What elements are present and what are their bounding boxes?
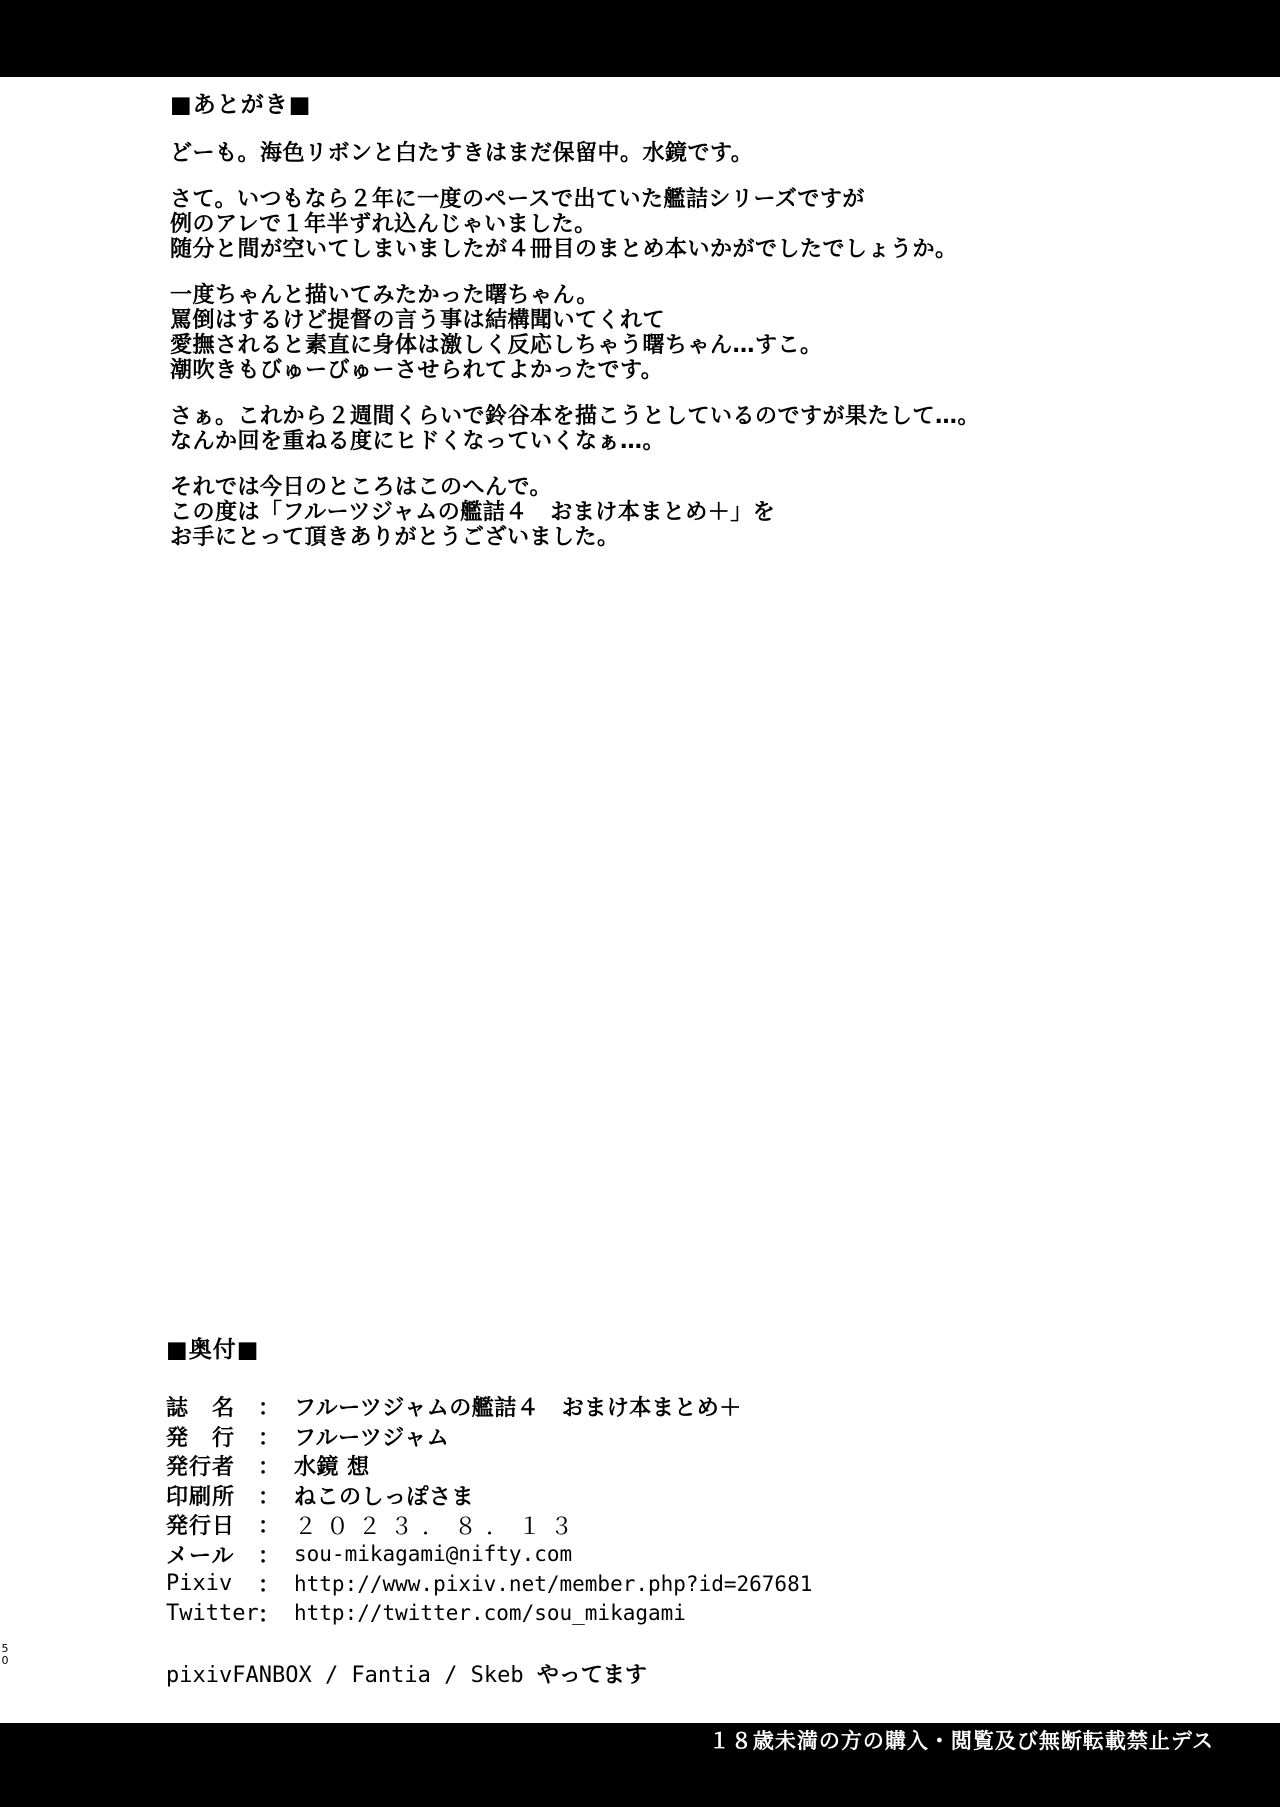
colophon-value: http://twitter.com/sou_mikagami <box>294 1601 686 1626</box>
afterword-section <box>170 90 1230 550</box>
afterword-line: お手にとって頂きありがとうございました。 <box>170 525 620 550</box>
colophon-row <box>166 1481 1166 1511</box>
colophon-row <box>166 1451 1166 1481</box>
afterword-line: それでは今日のところはこのへんで。 <box>170 475 553 500</box>
afterword-line: 愛撫されると素直に身体は激しく反応しちゃう曙ちゃん…すこ。 <box>170 333 823 358</box>
afterword-line: さて。いつもなら２年に一度のペースで出ていた艦詰シリーズですが <box>170 187 865 212</box>
colophon-separator: ： <box>258 1455 281 1481</box>
colophon-separator: ： <box>258 1484 281 1510</box>
page-number-text: 50 <box>1 1642 9 1667</box>
colophon-label: 誌 名 <box>166 1396 236 1422</box>
afterword-paragraph <box>170 475 1230 550</box>
afterword-line: どーも。海色リボンと白たすきはまだ保留中。水鏡です。 <box>170 141 754 166</box>
platforms-line <box>166 1658 1166 1689</box>
colophon-value: http://www.pixiv.net/member.php?id=267681 <box>294 1571 813 1596</box>
age-warning-notice: １８歳未満の方の購入・閲覧及び無断転載禁止デス <box>708 1729 1214 1753</box>
colophon-separator: ： <box>258 1543 281 1569</box>
colophon-value: フルーツジャム <box>294 1425 450 1451</box>
colophon-value: 水鏡 想 <box>294 1455 370 1481</box>
afterword-line: 潮吹きもびゅーびゅーさせられてよかったです。 <box>170 358 664 383</box>
colophon-label: メール <box>166 1543 235 1569</box>
colophon-separator: ： <box>258 1573 281 1599</box>
colophon-table <box>166 1392 1166 1628</box>
colophon-separator: ： <box>258 1514 281 1540</box>
colophon-value: ねこのしっぽさま <box>294 1484 475 1510</box>
afterword-line: 例のアレで１年半ずれ込んじゃいました。 <box>170 212 597 237</box>
afterword-paragraph <box>170 187 1230 262</box>
colophon-row <box>166 1599 1166 1629</box>
colophon-section <box>166 1335 1166 1689</box>
colophon-value: フルーツジャムの艦詰４ おまけ本まとめ＋ <box>294 1396 742 1422</box>
afterword-paragraph <box>170 141 1230 166</box>
afterword-line: さぁ。これから２週間くらいで鈴谷本を描こうとしているのですが果たして…。 <box>170 404 981 429</box>
top-black-bar <box>0 0 1280 77</box>
afterword-paragraph <box>170 283 1230 383</box>
afterword-paragraph <box>170 404 1230 454</box>
colophon-heading: ■奥付■ <box>166 1337 260 1363</box>
colophon-value: sou-mikagami@nifty.com <box>294 1542 573 1567</box>
colophon-separator: ： <box>258 1425 281 1451</box>
afterword-line: なんか回を重ねる度にヒドくなっていくなぁ…。 <box>170 429 666 454</box>
colophon-row <box>166 1510 1166 1540</box>
colophon-label: 発行日 <box>166 1514 236 1540</box>
afterword-body <box>170 141 1230 550</box>
platforms-suffix: やってます <box>536 1663 647 1688</box>
colophon-label: 発行者 <box>166 1455 236 1481</box>
colophon-separator: ： <box>258 1396 281 1422</box>
afterword-line: この度は「フルーツジャムの艦詰４ おまけ本まとめ＋」を <box>170 500 776 525</box>
afterword-line: 一度ちゃんと描いてみたかった曙ちゃん。 <box>170 283 599 308</box>
platforms-list: pixivFANBOX / Fantia / Skeb <box>166 1663 524 1688</box>
colophon-row <box>166 1422 1166 1452</box>
colophon-value: ２０２３．８．１３ <box>294 1514 582 1541</box>
colophon-row <box>166 1540 1166 1570</box>
afterword-line: 罵倒はするけど提督の言う事は結構聞いてくれて <box>170 308 666 333</box>
colophon-row <box>166 1392 1166 1422</box>
page-number <box>0 1643 10 1667</box>
colophon-label: Twitter <box>166 1600 259 1626</box>
afterword-line: 随分と間が空いてしまいましたが４冊目のまとめ本いかがでしたでしょうか。 <box>170 237 958 262</box>
colophon-label: Pixiv <box>166 1571 233 1597</box>
afterword-heading: ■あとがき■ <box>170 92 312 118</box>
colophon-separator: ： <box>258 1602 281 1628</box>
colophon-row <box>166 1569 1166 1599</box>
colophon-label: 印刷所 <box>166 1484 236 1510</box>
colophon-label: 発 行 <box>166 1425 236 1451</box>
